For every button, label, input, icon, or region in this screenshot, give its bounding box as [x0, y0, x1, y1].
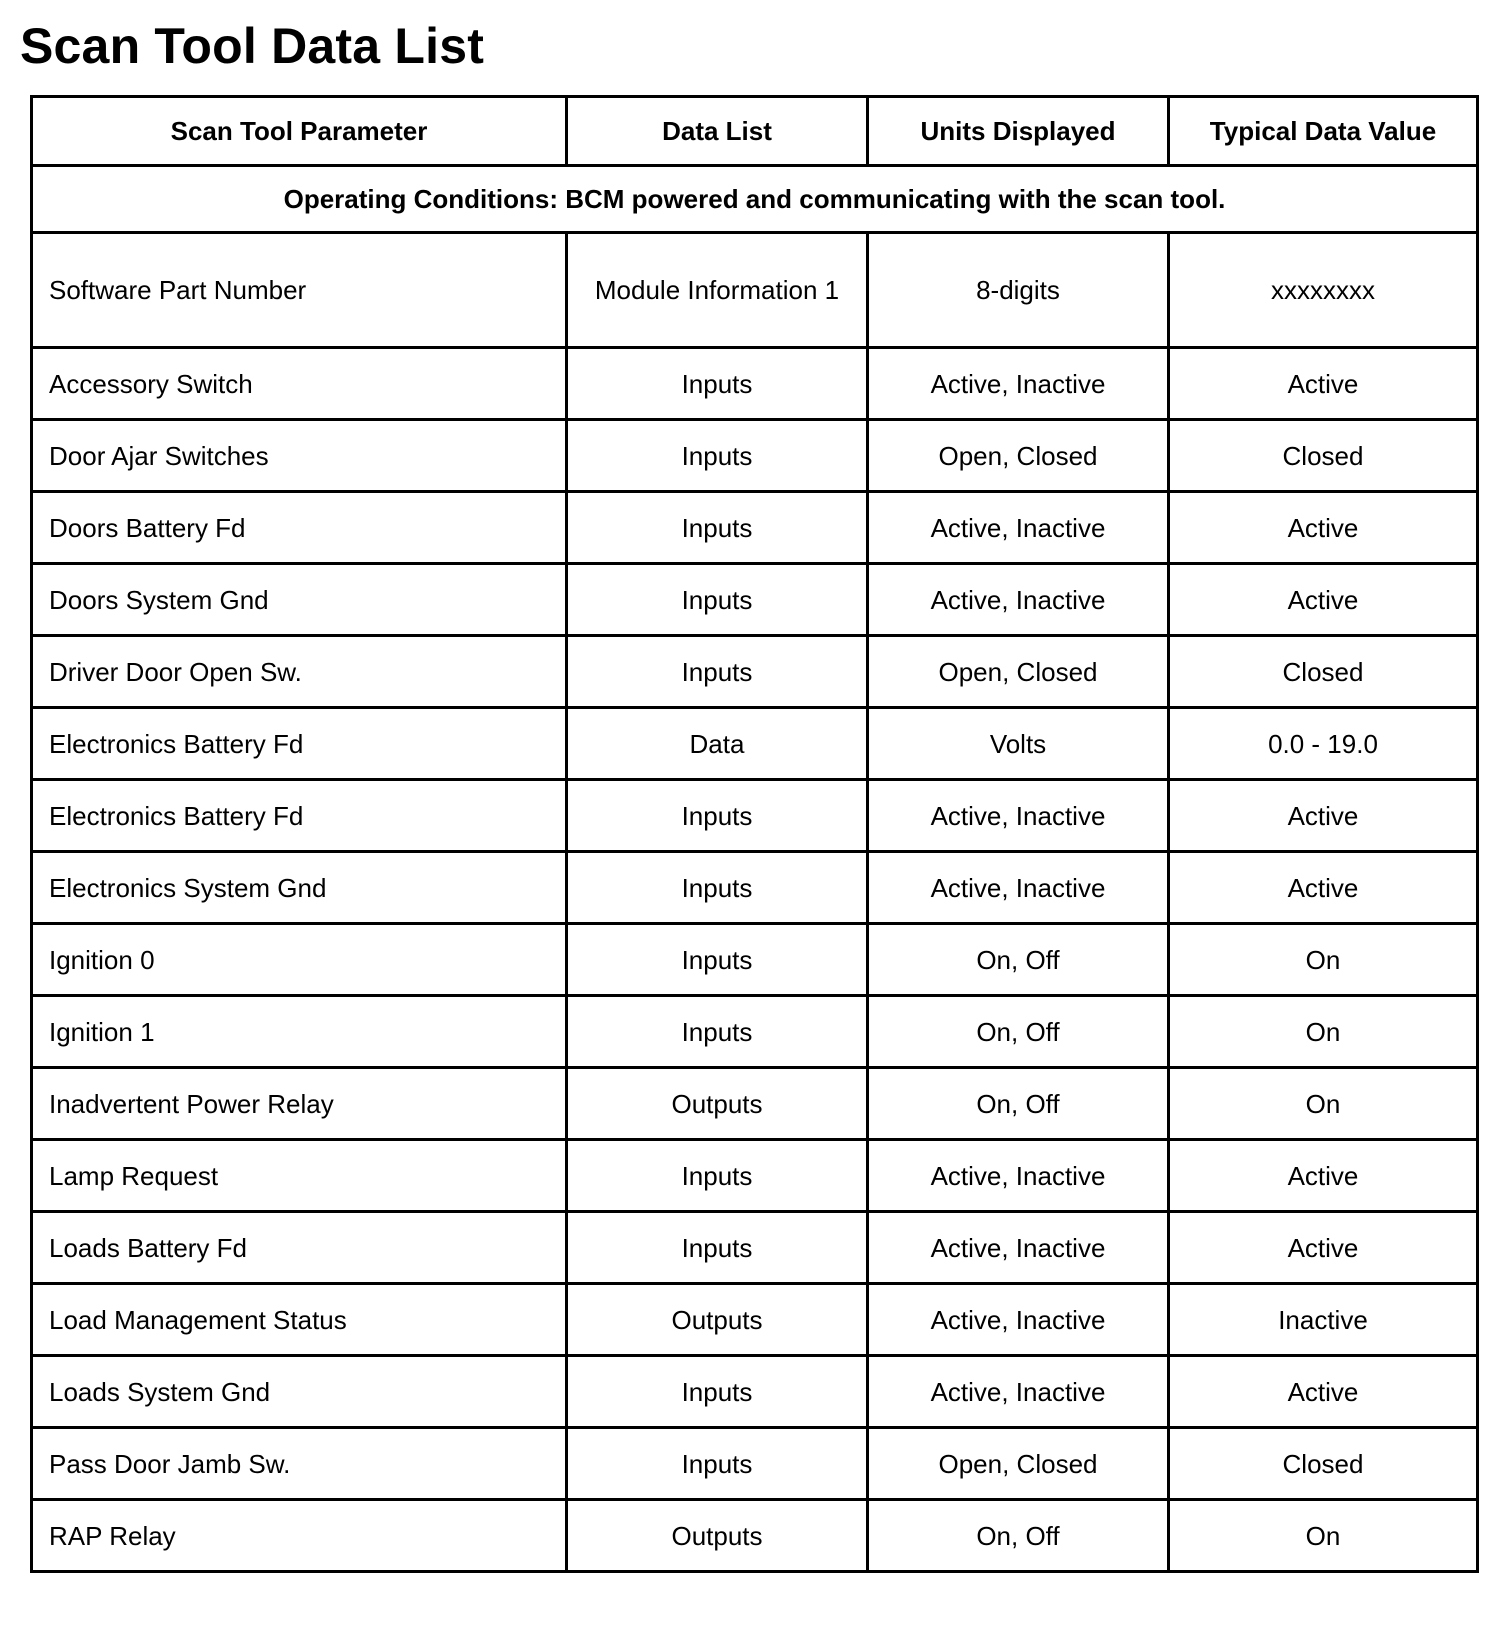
units-cell: 8-digits — [868, 233, 1169, 348]
table-row — [32, 1140, 1478, 1212]
typical-value-cell: Active — [1169, 564, 1478, 636]
units-cell: On, Off — [868, 1068, 1169, 1140]
units-cell: Open, Closed — [868, 420, 1169, 492]
param-cell: Electronics Battery Fd — [32, 708, 567, 780]
param-cell: Ignition 0 — [32, 924, 567, 996]
data-list-cell: Inputs — [567, 780, 868, 852]
param-cell: Loads System Gnd — [32, 1356, 567, 1428]
units-cell: Active, Inactive — [868, 1356, 1169, 1428]
units-cell: Active, Inactive — [868, 780, 1169, 852]
units-cell: Active, Inactive — [868, 1212, 1169, 1284]
param-cell: Loads Battery Fd — [32, 1212, 567, 1284]
data-list-cell: Outputs — [567, 1284, 868, 1356]
typical-value-cell: 0.0 - 19.0 — [1169, 708, 1478, 780]
table-row — [32, 852, 1478, 924]
typical-value-cell: Closed — [1169, 636, 1478, 708]
data-list-cell: Inputs — [567, 348, 868, 420]
units-cell: On, Off — [868, 996, 1169, 1068]
typical-value-cell: Inactive — [1169, 1284, 1478, 1356]
table-row — [32, 780, 1478, 852]
header-row — [32, 97, 1478, 166]
data-list-cell: Inputs — [567, 1356, 868, 1428]
data-list-cell: Inputs — [567, 564, 868, 636]
param-cell: Doors System Gnd — [32, 564, 567, 636]
typical-value-cell: Active — [1169, 492, 1478, 564]
param-cell: Load Management Status — [32, 1284, 567, 1356]
table-row — [32, 1284, 1478, 1356]
operating-conditions-row — [32, 166, 1478, 233]
table-row — [32, 636, 1478, 708]
table-row — [32, 708, 1478, 780]
scan-tool-data-table — [30, 95, 1479, 1573]
typical-value-cell: Closed — [1169, 420, 1478, 492]
header-scan-tool-parameter: Scan Tool Parameter — [32, 97, 567, 166]
units-cell: Active, Inactive — [868, 852, 1169, 924]
typical-value-cell: Active — [1169, 348, 1478, 420]
data-list-cell: Inputs — [567, 1212, 868, 1284]
table-row — [32, 924, 1478, 996]
param-cell: Lamp Request — [32, 1140, 567, 1212]
units-cell: Active, Inactive — [868, 348, 1169, 420]
table-row — [32, 1356, 1478, 1428]
typical-value-cell: On — [1169, 924, 1478, 996]
typical-value-cell: Active — [1169, 780, 1478, 852]
data-list-cell: Inputs — [567, 996, 868, 1068]
table-row — [32, 1212, 1478, 1284]
typical-value-cell: Active — [1169, 1356, 1478, 1428]
data-list-cell: Inputs — [567, 636, 868, 708]
data-list-cell: Inputs — [567, 492, 868, 564]
table-row — [32, 996, 1478, 1068]
table-row — [32, 1500, 1478, 1572]
typical-value-cell: Active — [1169, 1140, 1478, 1212]
table-row — [32, 420, 1478, 492]
header-data-list: Data List — [567, 97, 868, 166]
data-list-cell: Inputs — [567, 1140, 868, 1212]
units-cell: On, Off — [868, 1500, 1169, 1572]
units-cell: Volts — [868, 708, 1169, 780]
typical-value-cell: On — [1169, 1500, 1478, 1572]
table-row — [32, 492, 1478, 564]
table-row — [32, 348, 1478, 420]
data-list-cell: Data — [567, 708, 868, 780]
table-row — [32, 564, 1478, 636]
param-cell: Driver Door Open Sw. — [32, 636, 567, 708]
param-cell: Electronics Battery Fd — [32, 780, 567, 852]
units-cell: Active, Inactive — [868, 1140, 1169, 1212]
units-cell: On, Off — [868, 924, 1169, 996]
data-list-cell: Inputs — [567, 1428, 868, 1500]
data-list-cell: Outputs — [567, 1500, 868, 1572]
units-cell: Open, Closed — [868, 1428, 1169, 1500]
units-cell: Active, Inactive — [868, 492, 1169, 564]
param-cell: RAP Relay — [32, 1500, 567, 1572]
data-list-cell: Module Information 1 — [567, 233, 868, 348]
typical-value-cell: On — [1169, 996, 1478, 1068]
param-cell: Door Ajar Switches — [32, 420, 567, 492]
operating-conditions: Operating Conditions: BCM powered and communicating with the scan tool. — [32, 166, 1478, 233]
typical-value-cell: On — [1169, 1068, 1478, 1140]
header-typical-data-value: Typical Data Value — [1169, 97, 1478, 166]
data-list-cell: Inputs — [567, 420, 868, 492]
typical-value-cell: xxxxxxxx — [1169, 233, 1478, 348]
typical-value-cell: Active — [1169, 852, 1478, 924]
param-cell: Accessory Switch — [32, 348, 567, 420]
typical-value-cell: Active — [1169, 1212, 1478, 1284]
units-cell: Open, Closed — [868, 636, 1169, 708]
units-cell: Active, Inactive — [868, 564, 1169, 636]
table-row — [32, 1428, 1478, 1500]
param-cell: Doors Battery Fd — [32, 492, 567, 564]
units-cell: Active, Inactive — [868, 1284, 1169, 1356]
table-row — [32, 1068, 1478, 1140]
table-row — [32, 233, 1478, 348]
param-cell: Electronics System Gnd — [32, 852, 567, 924]
typical-value-cell: Closed — [1169, 1428, 1478, 1500]
param-cell: Software Part Number — [32, 233, 567, 348]
param-cell: Ignition 1 — [32, 996, 567, 1068]
data-list-cell: Inputs — [567, 924, 868, 996]
page-title: Scan Tool Data List — [20, 18, 485, 74]
data-list-cell: Outputs — [567, 1068, 868, 1140]
param-cell: Inadvertent Power Relay — [32, 1068, 567, 1140]
data-list-cell: Inputs — [567, 852, 868, 924]
header-units-displayed: Units Displayed — [868, 97, 1169, 166]
param-cell: Pass Door Jamb Sw. — [32, 1428, 567, 1500]
